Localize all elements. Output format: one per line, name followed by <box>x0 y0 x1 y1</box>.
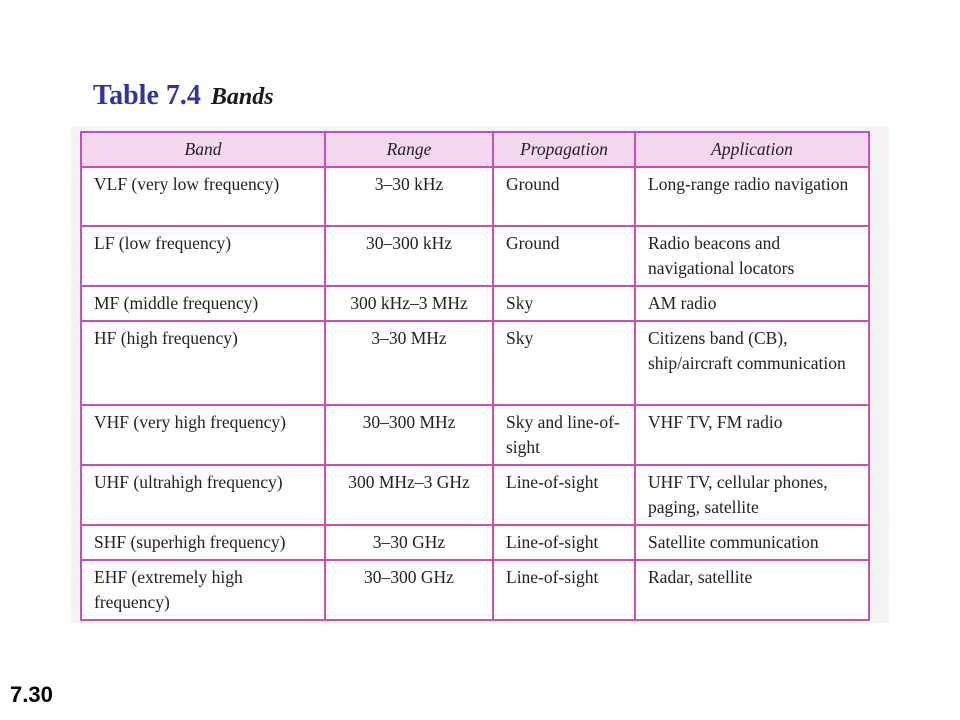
cell-band: SHF (superhigh frequency) <box>81 525 325 560</box>
cell-range: 300 MHz–3 GHz <box>325 465 493 525</box>
table-row <box>81 525 869 560</box>
cell-band: VLF (very low frequency) <box>81 167 325 226</box>
header-propagation: Propagation <box>493 132 635 167</box>
cell-application: Satellite communication <box>635 525 869 560</box>
table-title <box>93 78 274 115</box>
table-row <box>81 286 869 321</box>
cell-band: MF (middle frequency) <box>81 286 325 321</box>
header-range: Range <box>325 132 493 167</box>
table-title-label: Table 7.4 <box>93 80 201 111</box>
cell-propagation: Ground <box>493 226 635 286</box>
cell-propagation: Sky <box>493 286 635 321</box>
cell-propagation: Line-of-sight <box>493 525 635 560</box>
cell-propagation: Sky <box>493 321 635 405</box>
cell-range: 3–30 MHz <box>325 321 493 405</box>
cell-application: Citizens band (CB), ship/aircraft communication <box>635 321 869 405</box>
table-header-row <box>81 132 869 167</box>
table-row <box>81 167 869 226</box>
cell-band: EHF (extremely high frequency) <box>81 560 325 620</box>
table-row <box>81 560 869 620</box>
cell-application: Radar, satellite <box>635 560 869 620</box>
table-row <box>81 321 869 405</box>
cell-band: UHF (ultrahigh frequency) <box>81 465 325 525</box>
cell-propagation: Line-of-sight <box>493 465 635 525</box>
cell-application: VHF TV, FM radio <box>635 405 869 465</box>
cell-range: 30–300 MHz <box>325 405 493 465</box>
cell-propagation: Ground <box>493 167 635 226</box>
cell-range: 3–30 kHz <box>325 167 493 226</box>
cell-propagation: Sky and line-of-sight <box>493 405 635 465</box>
cell-application: Long-range radio navigation <box>635 167 869 226</box>
table-row <box>81 405 869 465</box>
cell-band: VHF (very high frequency) <box>81 405 325 465</box>
cell-application: Radio beacons and navigational locators <box>635 226 869 286</box>
header-band: Band <box>81 132 325 167</box>
cell-range: 30–300 kHz <box>325 226 493 286</box>
table-row <box>81 226 869 286</box>
cell-range: 3–30 GHz <box>325 525 493 560</box>
cell-band: LF (low frequency) <box>81 226 325 286</box>
bands-table <box>80 131 870 621</box>
header-application: Application <box>635 132 869 167</box>
table-subtitle: Bands <box>210 84 274 110</box>
cell-application: AM radio <box>635 286 869 321</box>
cell-application: UHF TV, cellular phones, paging, satellite <box>635 465 869 525</box>
table-row <box>81 465 869 525</box>
cell-propagation: Line-of-sight <box>493 560 635 620</box>
cell-band: HF (high frequency) <box>81 321 325 405</box>
table-container <box>71 126 889 623</box>
cell-range: 300 kHz–3 MHz <box>325 286 493 321</box>
page-number: 7.30 <box>10 682 53 707</box>
cell-range: 30–300 GHz <box>325 560 493 620</box>
